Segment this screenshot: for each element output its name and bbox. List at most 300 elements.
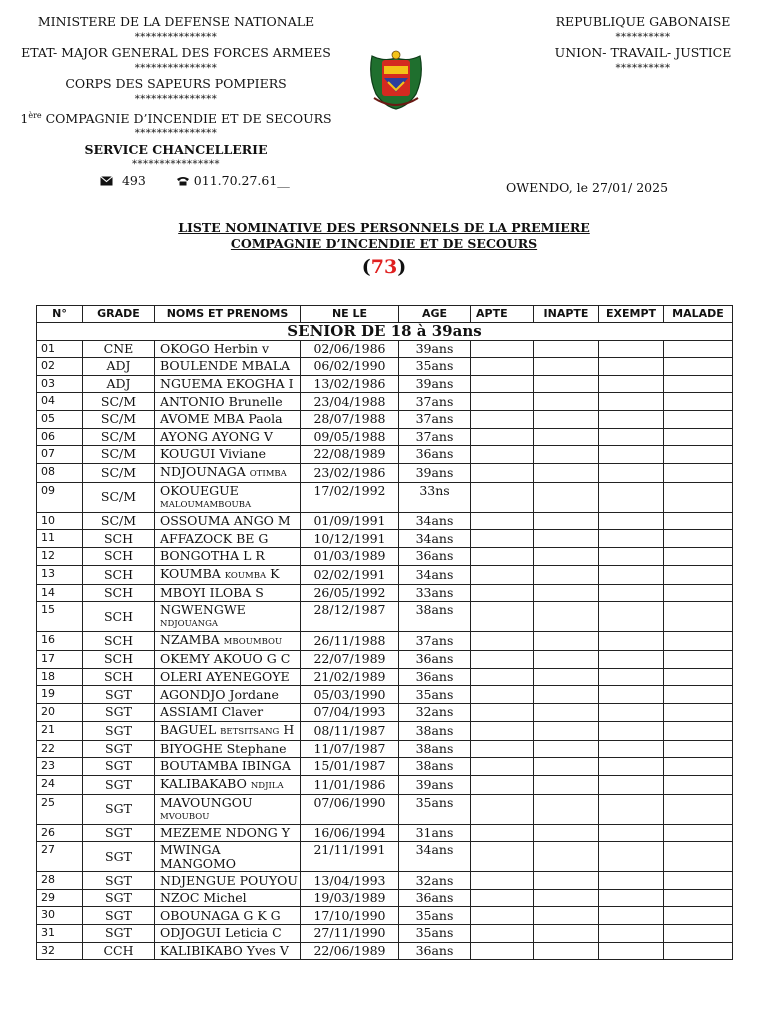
phone-number: 011.70.27.61 xyxy=(193,173,278,188)
row-name xyxy=(155,584,301,602)
issuer-header xyxy=(20,14,332,173)
name-text: MWINGA xyxy=(160,842,221,858)
row-number: 30 xyxy=(37,907,83,925)
company-ordinal: ère xyxy=(28,110,42,120)
header-sick: MALADE xyxy=(664,306,733,323)
row-number: 20 xyxy=(37,703,83,721)
table-row xyxy=(37,740,733,758)
row-birthdate: 23/04/1988 xyxy=(301,393,399,411)
row-grade: SC/M xyxy=(83,463,155,482)
row-exempt-cell xyxy=(599,668,664,686)
row-birthdate: 01/09/1991 xyxy=(301,512,399,530)
row-exempt-cell xyxy=(599,632,664,651)
row-fit-cell xyxy=(471,721,534,740)
row-number: 10 xyxy=(37,512,83,530)
row-grade: CCH xyxy=(83,942,155,960)
name-text: OSSOUMA ANGO M xyxy=(160,513,291,529)
row-fit-cell xyxy=(471,907,534,925)
row-grade: SC/M xyxy=(83,410,155,428)
row-name xyxy=(155,393,301,411)
row-grade: SGT xyxy=(83,842,155,872)
name-text: AFFAZOCK BE G xyxy=(160,530,269,546)
row-unfit-cell xyxy=(534,824,599,842)
row-birthdate: 22/07/1989 xyxy=(301,651,399,669)
row-birthdate: 09/05/1988 xyxy=(301,428,399,446)
row-grade: SC/M xyxy=(83,482,155,512)
row-name xyxy=(155,794,301,824)
row-exempt-cell xyxy=(599,758,664,776)
row-number: 11 xyxy=(37,530,83,548)
row-fit-cell xyxy=(471,925,534,943)
row-sick-cell xyxy=(664,703,733,721)
row-birthdate: 06/02/1990 xyxy=(301,358,399,376)
row-unfit-cell xyxy=(534,584,599,602)
row-unfit-cell xyxy=(534,547,599,565)
row-exempt-cell xyxy=(599,721,664,740)
row-number: 15 xyxy=(37,602,83,632)
row-age: 36ans xyxy=(399,889,471,907)
row-name xyxy=(155,740,301,758)
header-age: AGE xyxy=(399,306,471,323)
row-sick-cell xyxy=(664,340,733,358)
row-age: 34ans xyxy=(399,842,471,872)
row-fit-cell xyxy=(471,565,534,584)
row-sick-cell xyxy=(664,651,733,669)
name-text: AYONG AYONG V xyxy=(160,428,273,444)
row-unfit-cell xyxy=(534,463,599,482)
row-unfit-cell xyxy=(534,428,599,446)
row-age: 31ans xyxy=(399,824,471,842)
row-age: 37ans xyxy=(399,410,471,428)
row-number: 06 xyxy=(37,428,83,446)
row-age: 39ans xyxy=(399,775,471,794)
envelope-icon xyxy=(100,176,113,186)
row-grade: SGT xyxy=(83,775,155,794)
row-age: 37ans xyxy=(399,428,471,446)
row-age: 36ans xyxy=(399,651,471,669)
row-sick-cell xyxy=(664,775,733,794)
row-exempt-cell xyxy=(599,740,664,758)
row-name xyxy=(155,651,301,669)
name-text: NDJOUNAGA xyxy=(160,463,246,479)
row-number: 19 xyxy=(37,686,83,704)
row-birthdate: 17/10/1990 xyxy=(301,907,399,925)
row-age: 32ans xyxy=(399,872,471,890)
row-unfit-cell xyxy=(534,446,599,464)
document-title xyxy=(120,220,648,252)
national-motto: UNION- TRAVAIL- JUSTICE xyxy=(554,45,732,61)
row-birthdate: 26/11/1988 xyxy=(301,632,399,651)
row-name xyxy=(155,758,301,776)
header-name: NOMS ET PRENOMS xyxy=(155,306,301,323)
row-grade: SCH xyxy=(83,530,155,548)
row-grade: SC/M xyxy=(83,428,155,446)
row-exempt-cell xyxy=(599,584,664,602)
row-grade: SC/M xyxy=(83,393,155,411)
row-age: 36ans xyxy=(399,942,471,960)
row-age: 35ans xyxy=(399,794,471,824)
row-unfit-cell xyxy=(534,530,599,548)
table-row xyxy=(37,584,733,602)
table-row xyxy=(37,530,733,548)
row-exempt-cell xyxy=(599,482,664,512)
row-name xyxy=(155,512,301,530)
row-exempt-cell xyxy=(599,907,664,925)
table-row xyxy=(37,942,733,960)
row-exempt-cell xyxy=(599,410,664,428)
row-birthdate: 02/06/1986 xyxy=(301,340,399,358)
corps-name: CORPS DES SAPEURS POMPIERS xyxy=(65,76,287,92)
row-number: 02 xyxy=(37,358,83,376)
row-age: 33ans xyxy=(399,584,471,602)
row-sick-cell xyxy=(664,428,733,446)
row-grade: SCH xyxy=(83,668,155,686)
row-exempt-cell xyxy=(599,393,664,411)
row-exempt-cell xyxy=(599,703,664,721)
header-number: N° xyxy=(37,306,83,323)
row-number: 14 xyxy=(37,584,83,602)
row-number: 23 xyxy=(37,758,83,776)
table-row xyxy=(37,824,733,842)
name-text: NDJENGUE POUYOU xyxy=(160,872,298,888)
row-grade: ADJ xyxy=(83,375,155,393)
row-name xyxy=(155,602,301,632)
name-text: KOUGUI Viviane xyxy=(160,446,266,462)
row-birthdate: 21/02/1989 xyxy=(301,668,399,686)
name-text: KALIBAKABO xyxy=(160,775,247,791)
row-number: 29 xyxy=(37,889,83,907)
row-exempt-cell xyxy=(599,512,664,530)
row-age: 36ans xyxy=(399,446,471,464)
name-second-line: MVOUBOU xyxy=(160,811,210,822)
row-fit-cell xyxy=(471,632,534,651)
row-unfit-cell xyxy=(534,794,599,824)
row-exempt-cell xyxy=(599,446,664,464)
row-birthdate: 13/02/1986 xyxy=(301,375,399,393)
row-grade: SC/M xyxy=(83,446,155,464)
row-birthdate: 19/03/1989 xyxy=(301,889,399,907)
name-text: AVOME MBA Paola xyxy=(160,411,283,427)
header-fit: APTE xyxy=(471,306,534,323)
table-row xyxy=(37,393,733,411)
table-row xyxy=(37,463,733,482)
row-birthdate: 11/07/1987 xyxy=(301,740,399,758)
separator: *************** xyxy=(134,128,218,140)
group-row xyxy=(37,323,733,341)
row-exempt-cell xyxy=(599,775,664,794)
row-unfit-cell xyxy=(534,482,599,512)
row-age: 34ans xyxy=(399,565,471,584)
row-unfit-cell xyxy=(534,842,599,872)
row-name xyxy=(155,632,301,651)
name-text: ASSIAMI Claver xyxy=(160,704,264,720)
row-exempt-cell xyxy=(599,842,664,872)
row-exempt-cell xyxy=(599,565,664,584)
row-fit-cell xyxy=(471,584,534,602)
name-text: MBOYI ILOBA S xyxy=(160,584,264,600)
row-number: 31 xyxy=(37,925,83,943)
name-text: BOUTAMBA IBINGA xyxy=(160,758,291,774)
row-fit-cell xyxy=(471,547,534,565)
row-unfit-cell xyxy=(534,740,599,758)
row-age: 38ans xyxy=(399,740,471,758)
row-age: 38ans xyxy=(399,721,471,740)
row-name xyxy=(155,446,301,464)
row-exempt-cell xyxy=(599,925,664,943)
row-fit-cell xyxy=(471,602,534,632)
row-sick-cell xyxy=(664,446,733,464)
row-unfit-cell xyxy=(534,410,599,428)
row-birthdate: 23/02/1986 xyxy=(301,463,399,482)
row-fit-cell xyxy=(471,889,534,907)
row-grade: SCH xyxy=(83,602,155,632)
row-number: 32 xyxy=(37,942,83,960)
row-grade: SGT xyxy=(83,740,155,758)
row-name xyxy=(155,565,301,584)
row-name xyxy=(155,686,301,704)
table-row xyxy=(37,512,733,530)
row-fit-cell xyxy=(471,393,534,411)
row-age: 38ans xyxy=(399,758,471,776)
row-sick-cell xyxy=(664,512,733,530)
row-birthdate: 07/06/1990 xyxy=(301,794,399,824)
row-number: 04 xyxy=(37,393,83,411)
row-fit-cell xyxy=(471,740,534,758)
country-name: REPUBLIQUE GABONAISE xyxy=(555,14,731,29)
row-grade: SGT xyxy=(83,889,155,907)
row-sick-cell xyxy=(664,740,733,758)
row-unfit-cell xyxy=(534,907,599,925)
row-exempt-cell xyxy=(599,547,664,565)
table-row xyxy=(37,428,733,446)
table-row xyxy=(37,375,733,393)
row-fit-cell xyxy=(471,530,534,548)
name-text: MEZEME NDONG Y xyxy=(160,824,290,840)
row-number: 07 xyxy=(37,446,83,464)
row-name xyxy=(155,925,301,943)
row-fit-cell xyxy=(471,842,534,872)
row-age: 34ans xyxy=(399,512,471,530)
row-fit-cell xyxy=(471,410,534,428)
header-grade: GRADE xyxy=(83,306,155,323)
row-birthdate: 05/03/1990 xyxy=(301,686,399,704)
row-unfit-cell xyxy=(534,340,599,358)
row-fit-cell xyxy=(471,446,534,464)
row-fit-cell xyxy=(471,512,534,530)
row-age: 39ans xyxy=(399,375,471,393)
row-sick-cell xyxy=(664,584,733,602)
row-age: 34ans xyxy=(399,530,471,548)
row-exempt-cell xyxy=(599,824,664,842)
row-number: 27 xyxy=(37,842,83,872)
table-row xyxy=(37,907,733,925)
row-number: 05 xyxy=(37,410,83,428)
row-sick-cell xyxy=(664,375,733,393)
row-birthdate: 15/01/1987 xyxy=(301,758,399,776)
row-unfit-cell xyxy=(534,889,599,907)
company-name xyxy=(20,108,332,127)
row-number: 01 xyxy=(37,340,83,358)
row-grade: SCH xyxy=(83,632,155,651)
row-name xyxy=(155,482,301,512)
name-text: BIYOGHE Stephane xyxy=(160,740,287,756)
row-age: 37ans xyxy=(399,393,471,411)
table-row xyxy=(37,889,733,907)
service-name: SERVICE CHANCELLERIE xyxy=(84,141,268,157)
table-header-row xyxy=(37,306,733,323)
row-age: 35ans xyxy=(399,907,471,925)
place-and-date: OWENDO, le 27/01/ 2025 xyxy=(506,180,669,195)
header-exempt: EXEMPT xyxy=(599,306,664,323)
row-exempt-cell xyxy=(599,686,664,704)
table-row xyxy=(37,446,733,464)
row-unfit-cell xyxy=(534,721,599,740)
row-fit-cell xyxy=(471,794,534,824)
name-second-line: MANGOMO xyxy=(160,856,237,872)
row-birthdate: 16/06/1994 xyxy=(301,824,399,842)
row-sick-cell xyxy=(664,872,733,890)
row-number: 22 xyxy=(37,740,83,758)
row-unfit-cell xyxy=(534,942,599,960)
ministry-name: MINISTERE DE LA DEFENSE NATIONALE xyxy=(37,14,315,29)
table-row xyxy=(37,758,733,776)
count-value: 73 xyxy=(370,256,398,278)
name-text: BONGOTHA L R xyxy=(160,548,265,564)
row-name xyxy=(155,530,301,548)
table-row xyxy=(37,686,733,704)
title-line-2: COMPAGNIE D’INCENDIE ET DE SECOURS xyxy=(230,236,538,251)
row-unfit-cell xyxy=(534,393,599,411)
row-grade: SGT xyxy=(83,824,155,842)
row-fit-cell xyxy=(471,758,534,776)
row-fit-cell xyxy=(471,824,534,842)
row-sick-cell xyxy=(664,410,733,428)
row-name xyxy=(155,340,301,358)
row-number: 17 xyxy=(37,651,83,669)
table-row xyxy=(37,410,733,428)
name-small-text: KOUMBA xyxy=(224,570,267,581)
row-sick-cell xyxy=(664,942,733,960)
row-sick-cell xyxy=(664,393,733,411)
name-text: KALIBIKABO Yves V xyxy=(160,942,289,958)
row-age: 37ans xyxy=(399,632,471,651)
row-sick-cell xyxy=(664,530,733,548)
row-exempt-cell xyxy=(599,602,664,632)
row-birthdate: 11/01/1986 xyxy=(301,775,399,794)
row-fit-cell xyxy=(471,358,534,376)
row-fit-cell xyxy=(471,428,534,446)
table-row xyxy=(37,547,733,565)
row-birthdate: 26/05/1992 xyxy=(301,584,399,602)
header-unfit: INAPTE xyxy=(534,306,599,323)
title-line-1: LISTE NOMINATIVE DES PERSONNELS DE LA PREMIERE xyxy=(178,220,590,235)
separator: *************** xyxy=(134,31,218,43)
row-grade: SGT xyxy=(83,686,155,704)
separator: *************** xyxy=(134,93,218,105)
row-age: 38ans xyxy=(399,602,471,632)
company-number: 1 xyxy=(20,110,29,126)
personnel-count xyxy=(334,256,434,278)
row-number: 25 xyxy=(37,794,83,824)
header-birthdate: NE LE xyxy=(301,306,399,323)
row-fit-cell xyxy=(471,463,534,482)
table-row xyxy=(37,794,733,824)
row-exempt-cell xyxy=(599,530,664,548)
row-age: 39ans xyxy=(399,340,471,358)
table-row xyxy=(37,668,733,686)
table-row xyxy=(37,482,733,512)
row-grade: SCH xyxy=(83,584,155,602)
row-name xyxy=(155,428,301,446)
table-row xyxy=(37,703,733,721)
phone-trail: __ xyxy=(277,173,290,188)
row-name xyxy=(155,358,301,376)
row-birthdate: 02/02/1991 xyxy=(301,565,399,584)
row-unfit-cell xyxy=(534,686,599,704)
row-age: 36ans xyxy=(399,668,471,686)
name-text: NZOC Michel xyxy=(160,890,247,906)
row-name xyxy=(155,721,301,740)
row-name xyxy=(155,942,301,960)
staff-name: ETAT- MAJOR GENERAL DES FORCES ARMEES xyxy=(21,45,331,61)
name-second-line: MALOUMAMBOUBA xyxy=(160,499,252,510)
row-number: 26 xyxy=(37,824,83,842)
row-sick-cell xyxy=(664,842,733,872)
table-row xyxy=(37,842,733,872)
table-row xyxy=(37,340,733,358)
name-small-text: OTIMBA xyxy=(249,468,287,479)
row-name xyxy=(155,410,301,428)
row-sick-cell xyxy=(664,794,733,824)
row-number: 09 xyxy=(37,482,83,512)
row-age: 36ans xyxy=(399,547,471,565)
row-grade: ADJ xyxy=(83,358,155,376)
row-sick-cell xyxy=(664,547,733,565)
telephone-icon xyxy=(176,176,190,186)
personnel-table xyxy=(36,305,733,960)
row-sick-cell xyxy=(664,907,733,925)
row-unfit-cell xyxy=(534,758,599,776)
row-number: 03 xyxy=(37,375,83,393)
row-fit-cell xyxy=(471,686,534,704)
row-fit-cell xyxy=(471,340,534,358)
name-initial: H xyxy=(283,721,295,737)
postal-box: 493 xyxy=(121,173,146,188)
row-exempt-cell xyxy=(599,375,664,393)
name-text: AGONDJO Jordane xyxy=(160,686,279,702)
row-grade: SCH xyxy=(83,565,155,584)
name-small-text: BETSITSANG xyxy=(220,726,280,737)
row-grade: SGT xyxy=(83,925,155,943)
row-sick-cell xyxy=(664,632,733,651)
coat-of-arms-emblem xyxy=(366,46,426,112)
name-text: NZAMBA xyxy=(160,632,220,648)
row-name xyxy=(155,775,301,794)
name-text: OKOGO Herbin v xyxy=(160,340,270,356)
name-text: NGWENGWE xyxy=(160,602,246,618)
table-row xyxy=(37,565,733,584)
row-name xyxy=(155,463,301,482)
row-grade: CNE xyxy=(83,340,155,358)
row-exempt-cell xyxy=(599,358,664,376)
row-fit-cell xyxy=(471,872,534,890)
name-text: OLERI AYENEGOYE xyxy=(160,669,290,685)
separator: *************** xyxy=(134,62,218,74)
row-unfit-cell xyxy=(534,651,599,669)
row-exempt-cell xyxy=(599,942,664,960)
row-exempt-cell xyxy=(599,428,664,446)
row-birthdate: 01/03/1989 xyxy=(301,547,399,565)
